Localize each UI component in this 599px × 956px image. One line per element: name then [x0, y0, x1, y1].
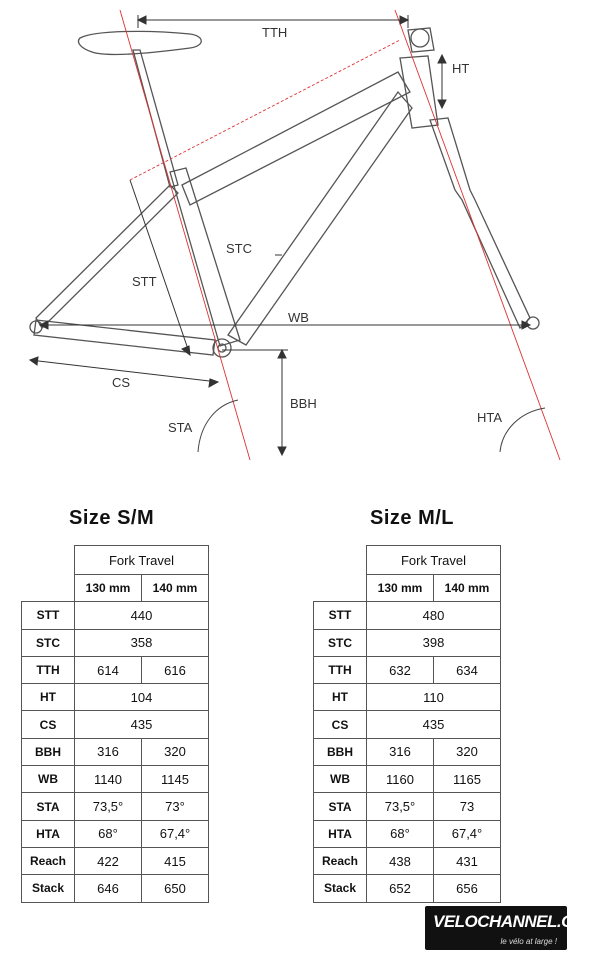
row-label: BBH	[22, 738, 75, 765]
table-body	[22, 602, 209, 902]
row-value: 435	[75, 711, 209, 738]
table-row	[314, 738, 501, 765]
table-row	[22, 766, 209, 793]
label-sta: STA	[168, 420, 193, 435]
row-label: Stack	[314, 875, 367, 902]
row-value: 646	[75, 875, 142, 902]
row-label: WB	[22, 766, 75, 793]
fork-option-140: 140 mm	[142, 575, 209, 602]
row-value: 438	[367, 847, 434, 874]
label-wb: WB	[288, 310, 309, 325]
table-row	[314, 847, 501, 874]
row-label: STA	[22, 793, 75, 820]
row-value: 316	[367, 738, 434, 765]
row-value: 73°	[142, 793, 209, 820]
row-value: 67,4°	[434, 820, 501, 847]
row-label: STT	[22, 602, 75, 629]
row-label: CS	[22, 711, 75, 738]
label-hta: HTA	[477, 410, 503, 425]
row-label: HT	[314, 684, 367, 711]
logo-brand: VELOCHANNEL.COM	[433, 912, 599, 931]
row-value: 320	[434, 738, 501, 765]
row-value: 650	[142, 875, 209, 902]
fork-option-140: 140 mm	[434, 575, 501, 602]
table-row	[314, 766, 501, 793]
row-label: CS	[314, 711, 367, 738]
row-value: 73,5°	[75, 793, 142, 820]
table-row	[314, 820, 501, 847]
row-value: 110	[367, 684, 501, 711]
row-value: 422	[75, 847, 142, 874]
table-row	[22, 875, 209, 902]
table-row	[22, 820, 209, 847]
row-value: 73	[434, 793, 501, 820]
fork	[430, 118, 530, 328]
seat-tube	[170, 168, 240, 346]
size-sm-title: Size S/M	[69, 507, 155, 529]
row-value: 67,4°	[142, 820, 209, 847]
size-ml-title: Size M/L	[370, 507, 455, 529]
row-value: 1145	[142, 766, 209, 793]
row-value: 614	[75, 656, 142, 683]
label-ht: HT	[452, 61, 470, 76]
top-tube	[182, 72, 410, 205]
fork-option-130: 130 mm	[367, 575, 434, 602]
row-value: 68°	[75, 820, 142, 847]
row-label: HTA	[314, 820, 367, 847]
logo-tagline: le vélo at large !	[500, 937, 557, 946]
sta-arc	[198, 400, 238, 452]
row-value: 435	[367, 711, 501, 738]
row-value: 1165	[434, 766, 501, 793]
table-row	[22, 738, 209, 765]
table-row	[314, 656, 501, 683]
table-row	[314, 711, 501, 738]
bike-frame-diagram	[0, 0, 574, 470]
row-value: 634	[434, 656, 501, 683]
row-label: STC	[314, 629, 367, 656]
row-value: 431	[434, 847, 501, 874]
label-stc: STC	[226, 241, 252, 256]
label-stt: STT	[132, 274, 157, 289]
row-label: STT	[314, 602, 367, 629]
table-row	[314, 684, 501, 711]
row-value: 632	[367, 656, 434, 683]
row-label: HTA	[22, 820, 75, 847]
geometry-table-ml	[313, 545, 501, 903]
table-row	[314, 602, 501, 629]
fork-option-130: 130 mm	[75, 575, 142, 602]
row-label: TTH	[22, 656, 75, 683]
row-value: 480	[367, 602, 501, 629]
stem	[408, 28, 434, 52]
table-row	[22, 656, 209, 683]
row-value: 73,5°	[367, 793, 434, 820]
table-row	[22, 602, 209, 629]
row-label: Reach	[314, 847, 367, 874]
seatpost	[133, 50, 178, 187]
row-value: 104	[75, 684, 209, 711]
velochannel-logo	[425, 906, 599, 950]
row-value: 415	[142, 847, 209, 874]
hta-arc	[500, 408, 545, 452]
row-value: 398	[367, 629, 501, 656]
table-row	[22, 684, 209, 711]
row-value: 68°	[367, 820, 434, 847]
fork-travel-header: Fork Travel	[367, 546, 501, 575]
row-value: 440	[75, 602, 209, 629]
row-value: 656	[434, 875, 501, 902]
row-value: 652	[367, 875, 434, 902]
table-row	[22, 629, 209, 656]
row-label: TTH	[314, 656, 367, 683]
row-value: 1160	[367, 766, 434, 793]
row-label: WB	[314, 766, 367, 793]
row-label: HT	[22, 684, 75, 711]
table-row	[314, 629, 501, 656]
row-label: Stack	[22, 875, 75, 902]
row-value: 320	[142, 738, 209, 765]
table-row	[22, 847, 209, 874]
label-cs: CS	[112, 375, 131, 390]
row-label: STC	[22, 629, 75, 656]
geometry-table-sm	[21, 545, 209, 903]
table-row	[22, 793, 209, 820]
table-row	[314, 793, 501, 820]
fork-travel-header: Fork Travel	[75, 546, 209, 575]
down-tube	[228, 92, 412, 345]
label-tth: TTH	[262, 25, 288, 40]
row-value: 316	[75, 738, 142, 765]
row-label: BBH	[314, 738, 367, 765]
row-value: 358	[75, 629, 209, 656]
row-value: 616	[142, 656, 209, 683]
table-body	[314, 602, 501, 902]
table-row	[22, 711, 209, 738]
row-label: STA	[314, 793, 367, 820]
row-value: 1140	[75, 766, 142, 793]
table-row	[314, 875, 501, 902]
label-bbh: BBH	[290, 396, 317, 411]
row-label: Reach	[22, 847, 75, 874]
